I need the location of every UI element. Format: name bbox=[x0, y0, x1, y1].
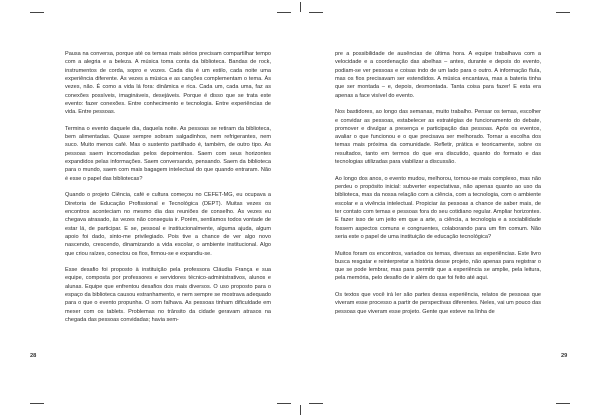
right-page-number: 29 bbox=[561, 353, 568, 359]
left-paragraph-4: Esse desafio foi proposto à instituição pela professora Cláudia França e sua equipe, composta por professores e servidores técnico-administrativos, alunos e alunas. Equipe que enfrentou desafios dos mais diversos. O uso proposto para o espaço da biblioteca causou estranhamento, e nem sempre se mostrava adequado para o que o evento propunha. O som falhava. As pessoas tinham dificuldade em mexer com os tablets. Problemas no trânsito da cidade geravam atrasos na chegada das pessoas convidadas; havia sem- bbox=[65, 267, 271, 323]
crop-mark-bottom-right bbox=[556, 403, 570, 404]
crop-mark-top-left bbox=[30, 12, 44, 13]
right-paragraph-5: Os textos que você irá ler são partes dessa experiência, relatos de pessoas que viveram esse processo a partir de perspectivas diferentes. Neles, vai um pouco das pessoas que viveram esse projeto. Gente que esteve na linha de bbox=[335, 292, 541, 315]
left-paragraph-1: Pausa na conversa, porque até os temas mais sérios precisam compartilhar tempo com a alegria e a beleza. A música toma conta da biblioteca. Bandas de rock, instrumentos de corda, sopro e vozes. Cada dia é um estilo, cada noite uma experiência diferente. Às vezes a música e as canções complementam o tema. Às vezes, não. É como a vida lá fora: dinâmica e rica. Cada um, cada uma, faz as conexões possíveis, imagináveis, desejáveis. Porque é disso que se trata este evento: fazer conexões. Entre conhecimento e tecnologia. Entre experiências de vida. Entre pessoas. bbox=[65, 51, 271, 116]
crop-mark-bottom-spine bbox=[300, 405, 301, 415]
crop-mark-top-center-right bbox=[309, 12, 323, 13]
left-paragraph-3: Quando o projeto Ciência, café e cultura começou no CEFET-MG, eu ocupava a Diretoria de Educação Profissional e Tecnológica (DEPT). Muitas vezes os encontros aconteciam no mesmo dia das reuniões de conselho. Às vezes eu chegava atrasado, às vezes não conseguia ir. Porém, sentíamos todos vontade de estar lá, de participar. E se, pessoal e institucionalmente, alguma ajuda, algum apoio foi dado, sinto-me privilegiado. Pois tive a chance de ver algo novo nascendo, crescendo, dinamizando a vida escolar, o ambiente institucional. Algo que criou raízes, conectou os fios, firmou-se e expandiu-se. bbox=[65, 192, 271, 257]
crop-mark-top-center-left bbox=[277, 12, 291, 13]
right-paragraph-3: Ao longo dos anos, o evento mudou, melhorou, tornou-se mais complexo, mas não perdeu o propósito inicial: subverter expectativas, não apenas quanto ao uso da biblioteca, mas da nossa relação com a ciência, com a tecnologia, com o ambiente escolar e a vivência intelectual. Propiciar às pessoas a chance de saber mais, de ter contato com temas e pessoas fora do seu cotidiano regular. Ampliar horizontes. E fazer isso de um jeito em que a arte, a ciência, a tecnologia e a sociabilidade fossem aspectos comuns e congruentes, colaborando para um fim comum. Não seria este o papel de uma instituição de educação tecnológica? bbox=[335, 175, 541, 240]
right-paragraph-4: Muitos foram os encontros, variados os temas, diversas as experiências. Este livro busca resgatar e reinterpretar a história desse projeto, não apenas para registrar o que se pode lembrar, mas para permitir que a experiência se amplie, pela leitura, pela memória, pelo desafio de ir além do que foi feito até aqui. bbox=[335, 250, 541, 282]
crop-mark-bottom-center-right bbox=[309, 403, 323, 404]
crop-mark-bottom-center-left bbox=[277, 403, 291, 404]
left-page-number: 28 bbox=[30, 353, 37, 359]
crop-mark-top-spine bbox=[300, 2, 301, 12]
crop-mark-bottom-left bbox=[30, 403, 44, 404]
right-paragraph-1: pre a possibilidade de ausências de última hora. A equipe trabalhava com a velocidade e a coordenação das abelhas – antes, durante e depois do evento, podiam-se ver pessoas e coisas indo de um lado para o outro. A informação fluía, mas os fios precisavam ser estendidos. A música encantava, mas a bateria tinha que ser montada – e, depois, desmontada. Tanta coisa para fazer! E esta era apenas a face visível do evento. bbox=[335, 51, 541, 99]
right-paragraph-2: Nos bastidores, ao longo das semanas, muito trabalho. Pensar os temas, escolher e convidar as pessoas, estabelecer as estratégias de funcionamento do debate, promover e divulgar a presença e participação das pessoas. Após os eventos, avaliar o que funcionou e o que precisava ser melhorado. Tornar a escolha dos temas mais próxima da comunidade. Refletir, prática e teoricamente, sobre os resultados, tanto em termos do que era discutido, quanto do formato e das tecnologias utilizadas para viabilizar a discussão. bbox=[335, 109, 541, 166]
right-page-text bbox=[335, 50, 541, 316]
left-page-text bbox=[65, 50, 271, 324]
left-paragraph-2: Termina o evento daquele dia, daquela noite. As pessoas se retiram da biblioteca, bem alimentadas. Quase sempre sobram salgadinhos, nem refrigerantes, nem suco. Muito menos café. Mas o sustento partilhado é, também, de outro tipo. As pessoas saem incomodadas pelos depoimentos. Saem com seus horizontes expandidos pelas informações. Saem conversando, pensando. Saem da biblioteca para o mundo, saem com mais bagagem intelectual do que quando entraram. Não é esse o papel das bibliotecas? bbox=[65, 125, 271, 182]
crop-mark-top-right bbox=[556, 12, 570, 13]
